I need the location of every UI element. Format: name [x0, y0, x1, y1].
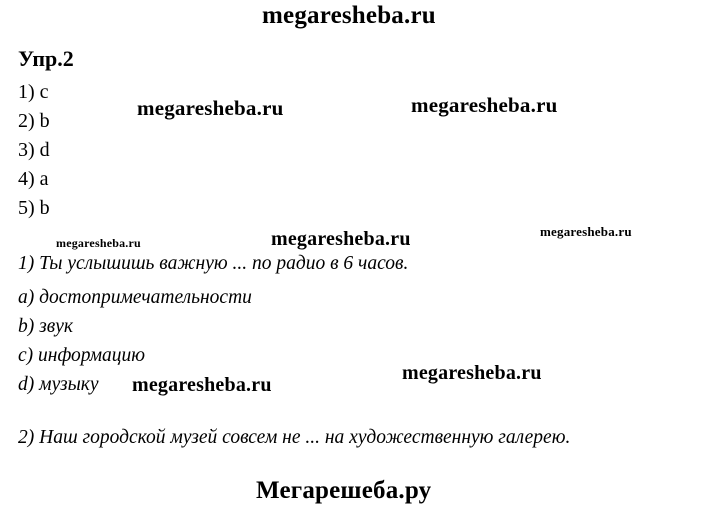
watermark-bottom: Мегарешеба.ру — [256, 477, 432, 504]
list-item: d) музыку — [18, 374, 99, 395]
list-item: 3) d — [18, 139, 50, 161]
watermark-small-left: megaresheba.ru — [56, 236, 141, 250]
watermark-left-upper: megaresheba.ru — [137, 96, 284, 120]
watermark-right-upper: megaresheba.ru — [411, 93, 558, 117]
answers-list — [18, 78, 50, 223]
watermark-center-middle: megaresheba.ru — [271, 228, 411, 250]
list-item: 1) c — [18, 81, 49, 103]
list-item: 5) b — [18, 197, 50, 219]
watermark-small-right: megaresheba.ru — [540, 224, 632, 239]
task1-question: 1) Ты услышишь важную ... по радио в 6 часов. — [18, 253, 409, 274]
watermark-right-lower: megaresheba.ru — [402, 362, 542, 384]
exercise-title: Упр.2 — [18, 46, 74, 71]
list-item: c) информацию — [18, 345, 146, 366]
list-item: 2) b — [18, 110, 50, 132]
list-item: a) достопримечательности — [18, 287, 252, 308]
task2-question: 2) Наш городской музей совсем не ... на художественную галерею. — [18, 427, 571, 448]
watermark-top: megaresheba.ru — [262, 2, 436, 29]
list-item: 4) a — [18, 168, 49, 190]
watermark-left-lower: megaresheba.ru — [132, 374, 272, 396]
list-item: b) звук — [18, 316, 73, 337]
